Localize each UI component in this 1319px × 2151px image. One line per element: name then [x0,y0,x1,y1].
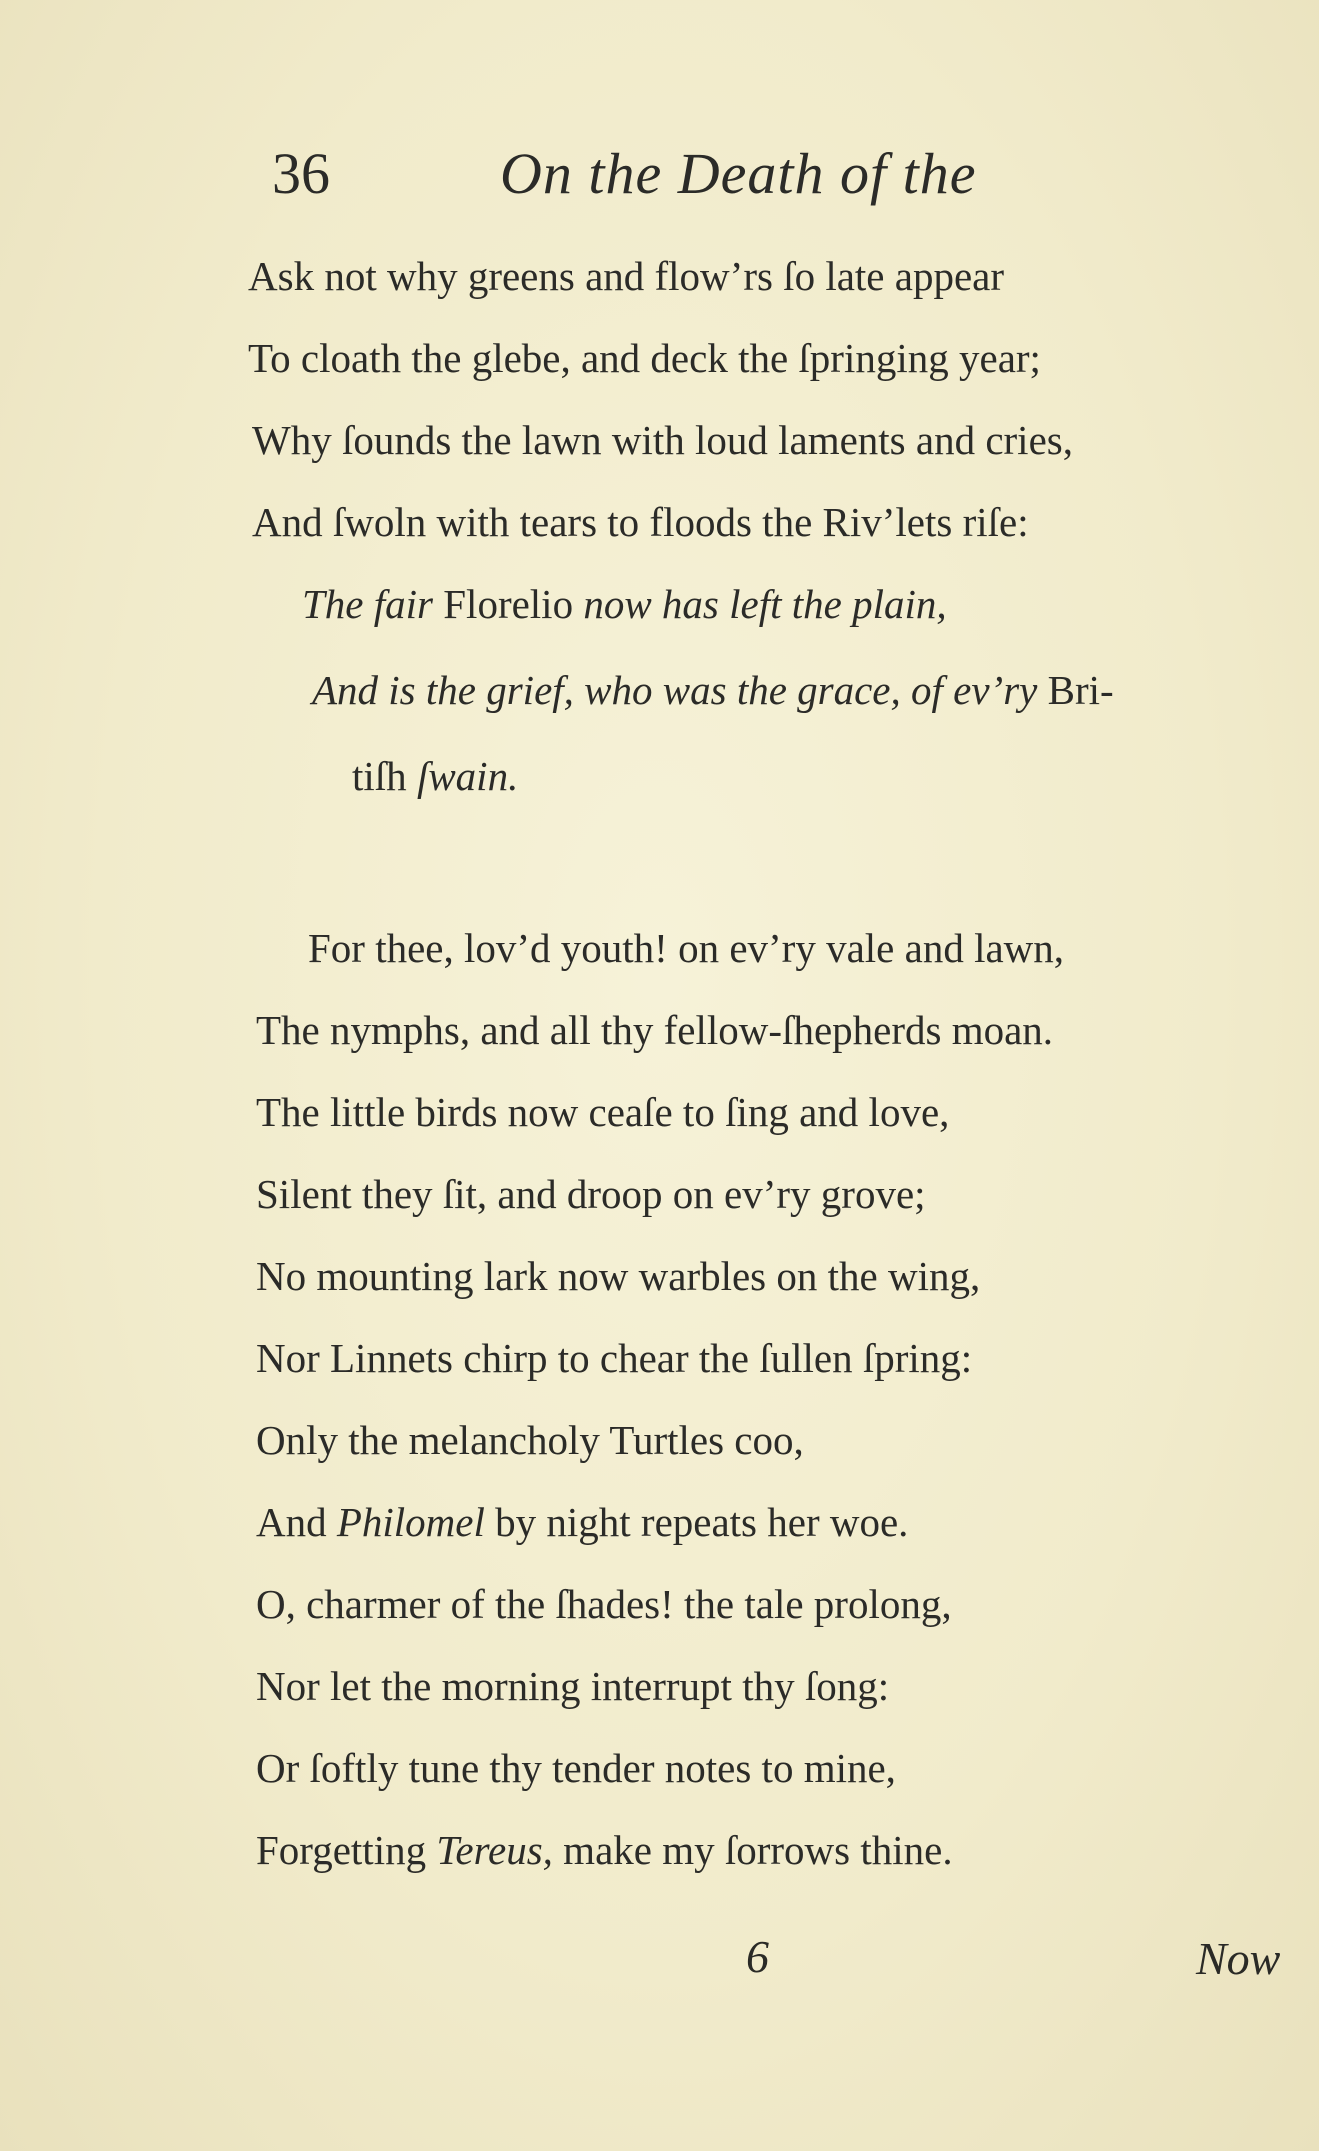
verse-line: O, charmer of the ſhades! the tale prolong, [256,1581,952,1627]
verse-line: Nor Linnets chirp to chear the ſullen ſpring: [256,1335,973,1381]
verse-line: Only the melancholy Turtles coo, [256,1417,804,1463]
verse-line: No mounting lark now warbles on the wing, [256,1253,981,1299]
refrain-text: Bri- [1037,667,1114,713]
signature-mark: 6 [746,1931,769,1982]
verse-line: To cloath the glebe, and deck the ſpringing year; [248,335,1041,381]
verse-line: And ſwoln with tears to floods the Riv’lets riſe: [252,499,1029,545]
refrain-line-1 [302,580,947,628]
verse-text: And [256,1499,337,1545]
verse-line [256,1498,908,1546]
verse-line: Why ſounds the lawn with loud laments and cries, [252,417,1073,463]
refrain-text: tiſh [352,753,417,799]
verse-name: Tereus, [436,1827,553,1873]
verse-line [256,1826,953,1874]
verse-text: make my ſorrows thine. [552,1827,953,1873]
catchword: Now [1196,1933,1281,1984]
refrain-text: The fair [302,581,433,627]
refrain-text: ſwain. [416,753,519,799]
page-number: 36 [272,141,330,206]
verse-text: Forgetting [256,1827,437,1873]
refrain-line-3 [352,752,518,800]
page-header [0,140,1319,220]
refrain-line-2 [312,666,1114,714]
verse-line: Ask not why greens and flow’rs ſo late appear [248,253,1004,299]
verse-text: by night repeats her woe. [484,1499,909,1545]
verse-line: For thee, lov’d youth! on ev’ry vale and lawn, [308,925,1065,971]
verse-line: The nymphs, and all thy fellow-ſhepherds moan. [256,1007,1054,1053]
running-head: On the Death of the [500,141,977,206]
refrain-text: And is the grief, who was the grace, of ev’ry [312,667,1038,713]
verse-line: Or ſoftly tune thy tender notes to mine, [256,1745,896,1791]
verse-line: The little birds now ceaſe to ſing and love, [256,1089,950,1135]
verse-name: Philomel [336,1499,485,1545]
verse-line: Nor let the morning interrupt thy ſong: [256,1663,890,1709]
refrain-name: Florelio [433,581,584,627]
refrain-text: now has left the plain, [583,581,947,627]
verse-line: Silent they ſit, and droop on ev’ry grove; [256,1171,926,1217]
